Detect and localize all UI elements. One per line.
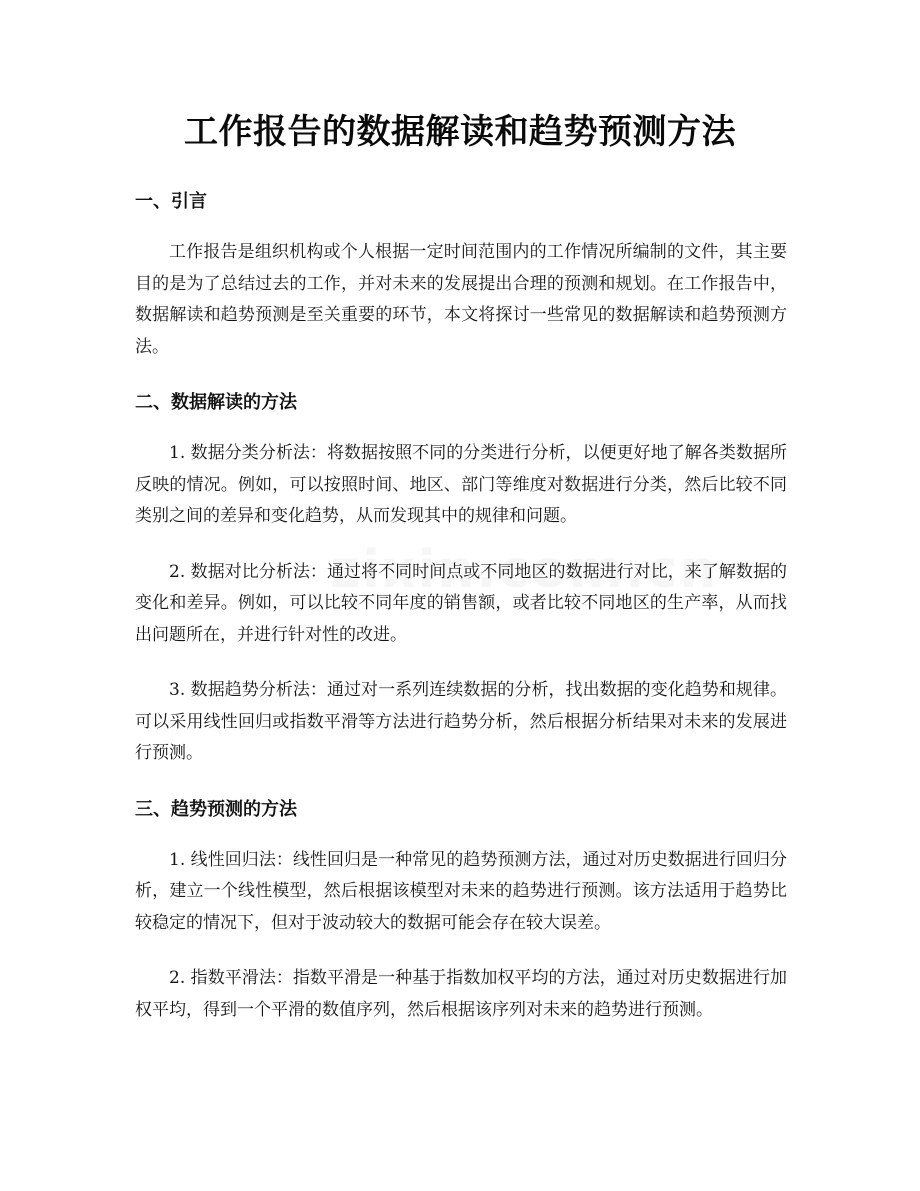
section-introduction [135,184,787,363]
section-data-interpretation [135,385,787,770]
paragraph: 工作报告是组织机构或个人根据一定时间范围内的工作情况所编制的文件，其主要目的是为了总结过去的工作，并对未来的发展提出合理的预测和规划。在工作报告中，数据解读和趋势预测是至关重要的环节，本文将探讨一些常见的数据解读和趋势预测方法。 [135,242,787,357]
paragraph: 1. 数据分类分析法：将数据按照不同的分类进行分析，以便更好地了解各类数据所反映的情况。例如，可以按照时间、地区、部门等维度对数据进行分类，然后比较不同类别之间的差异和变化趋势，从而发现其中的规律和问题。 [135,443,787,526]
section-heading: 二、数据解读的方法 [135,392,297,413]
section-heading: 三、趋势预测的方法 [135,798,297,820]
document-title: 工作报告的数据解读和趋势预测方法 [184,112,736,152]
section-heading: 一、引言 [135,191,207,212]
paragraph: 2. 数据对比分析法：通过将不同时间点或不同地区的数据进行对比，来了解数据的变化和差异。例如，可以比较不同年度的销售额，或者比较不同地区的生产率，从而找出问题所在，并进行针对性的改进。 [135,561,787,645]
paragraph: 1. 线性回归法：线性回归是一种常见的趋势预测方法，通过对历史数据进行回归分析，建立一个线性模型，然后根据该模型对未来的趋势进行预测。该方法适用于趋势比较稳定的情况下，但对于波动较大的数据可能会存在较大误差。 [135,849,787,933]
document-body [135,184,787,1050]
section-trend-forecasting [135,792,787,1027]
paragraph: 3. 数据趋势分析法：通过对一系列连续数据的分析，找出数据的变化趋势和规律。可以采用线性回归或指数平滑等方法进行趋势分析，然后根据分析结果对未来的发展进行预测。 [135,680,787,763]
paragraph: 2. 指数平滑法：指数平滑是一种基于指数加权平均的方法，通过对历史数据进行加权平均，得到一个平滑的数值序列，然后根据该序列对未来的趋势进行预测。 [135,968,787,1020]
